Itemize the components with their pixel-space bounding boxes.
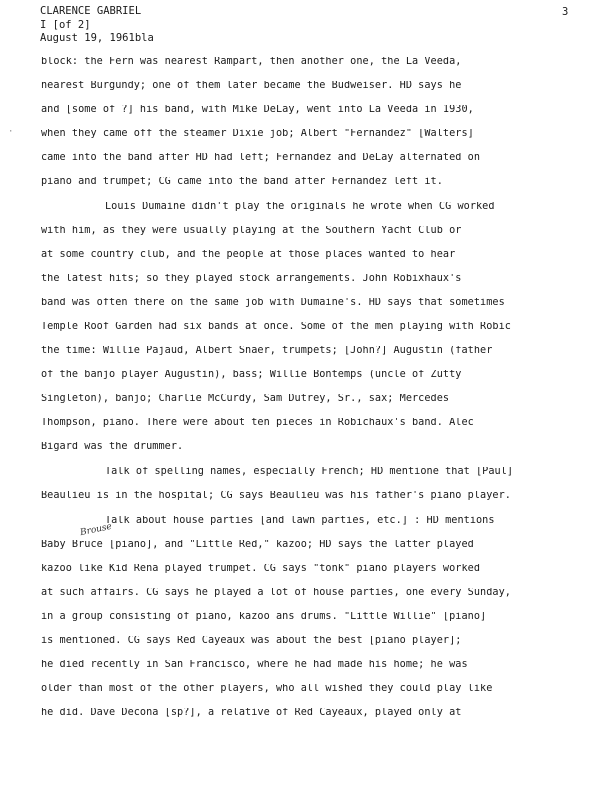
text-line: older than most of the other players, who all wished they could play like <box>41 684 493 694</box>
text-line: Singleton), banjo; Charlie McCurdy, Sam Dutrey, Sr., sax; Mercedes <box>41 394 450 404</box>
text-line: band was often there on the same job with Dumaine's. HD says that sometimes <box>41 298 505 308</box>
text-line: Louis Dumaine didn't play the originals he wrote when CG worked <box>105 202 495 212</box>
text-line: kazoo like Kid Rena played trumpet. CG says "tonk" piano players worked <box>41 564 481 574</box>
margin-mark: · <box>8 127 14 137</box>
text-line: the time: Willie Pajaud, Albert Snaer, trumpets; [John?] Augustin (father <box>41 346 493 356</box>
text-line: came into the band after HD had left; Fernandez and DeLay alternated on <box>41 153 481 163</box>
text-line: Bigard was the drummer. <box>41 442 184 452</box>
text-line: when they came off the steamer Dixie job; Albert "Fernandez" [Walters] <box>41 129 474 139</box>
text-line: in a group consisting of piano, kazoo ans drums. "Little Willie" [piano] <box>41 612 487 622</box>
text-line: piano and trumpet; CG came into the band after Fernandez left it. <box>41 177 443 187</box>
text-line: Beaulieu is in the hospital; CG says Beaulieu was his father's piano player. <box>41 491 511 501</box>
text-line: of the banjo player Augustin), bass; Willie Bontemps (uncle of Zutty <box>41 370 462 380</box>
text-line: and [some of ?] his band, with Mike DeLay, went into La Veeda in 1930, <box>41 105 474 115</box>
text-line: block: the Fern was nearest Rampart, then another one, the La Veeda, <box>41 57 462 67</box>
text-line: he did. Dave Decona [sp?], a relative of Red Cayeaux, played only at <box>41 708 462 718</box>
handwritten-annotation: Brouse <box>79 521 113 539</box>
page-number: 3 <box>562 6 569 18</box>
header-name: CLARENCE GABRIEL <box>40 5 142 17</box>
text-line: nearest Burgundy; one of them later became the Budweiser. HD says he <box>41 81 462 91</box>
text-line: the latest hits; so they played stock arrangements. John Robixhaux's <box>41 274 462 284</box>
header-reel: I [of 2] <box>40 19 91 31</box>
text-line: Temple Roof Garden had six bands at once. Some of the men playing with Robic <box>41 322 511 332</box>
text-line: at such affairs. CG says he played a lot of house parties, one every Sunday, <box>41 588 511 598</box>
text-line: is mentioned. CG says Red Cayeaux was about the best [piano player]; <box>41 636 462 646</box>
text-line: Talk of spelling names, especially French; HD mentione that [Paul] <box>105 467 514 477</box>
text-line: Thompson, piano. There were about ten pieces in Robichaux's band. Alec <box>41 418 474 428</box>
text-line: he died recently in San Francisco, where he had made his home; he was <box>41 660 468 670</box>
header-date: August 19, 1961bla <box>40 32 154 44</box>
text-line: Baby Bruce [piano], and "Little Red," kazoo; HD says the latter played <box>41 540 474 550</box>
text-line: Talk about house parties [and lawn parties, etc.] : HD mentions <box>105 516 495 526</box>
text-line: at some country club, and the people at those places wanted to hear <box>41 250 456 260</box>
text-line: with him, as they were usually playing at the Southern Yacht Club or <box>41 226 462 236</box>
